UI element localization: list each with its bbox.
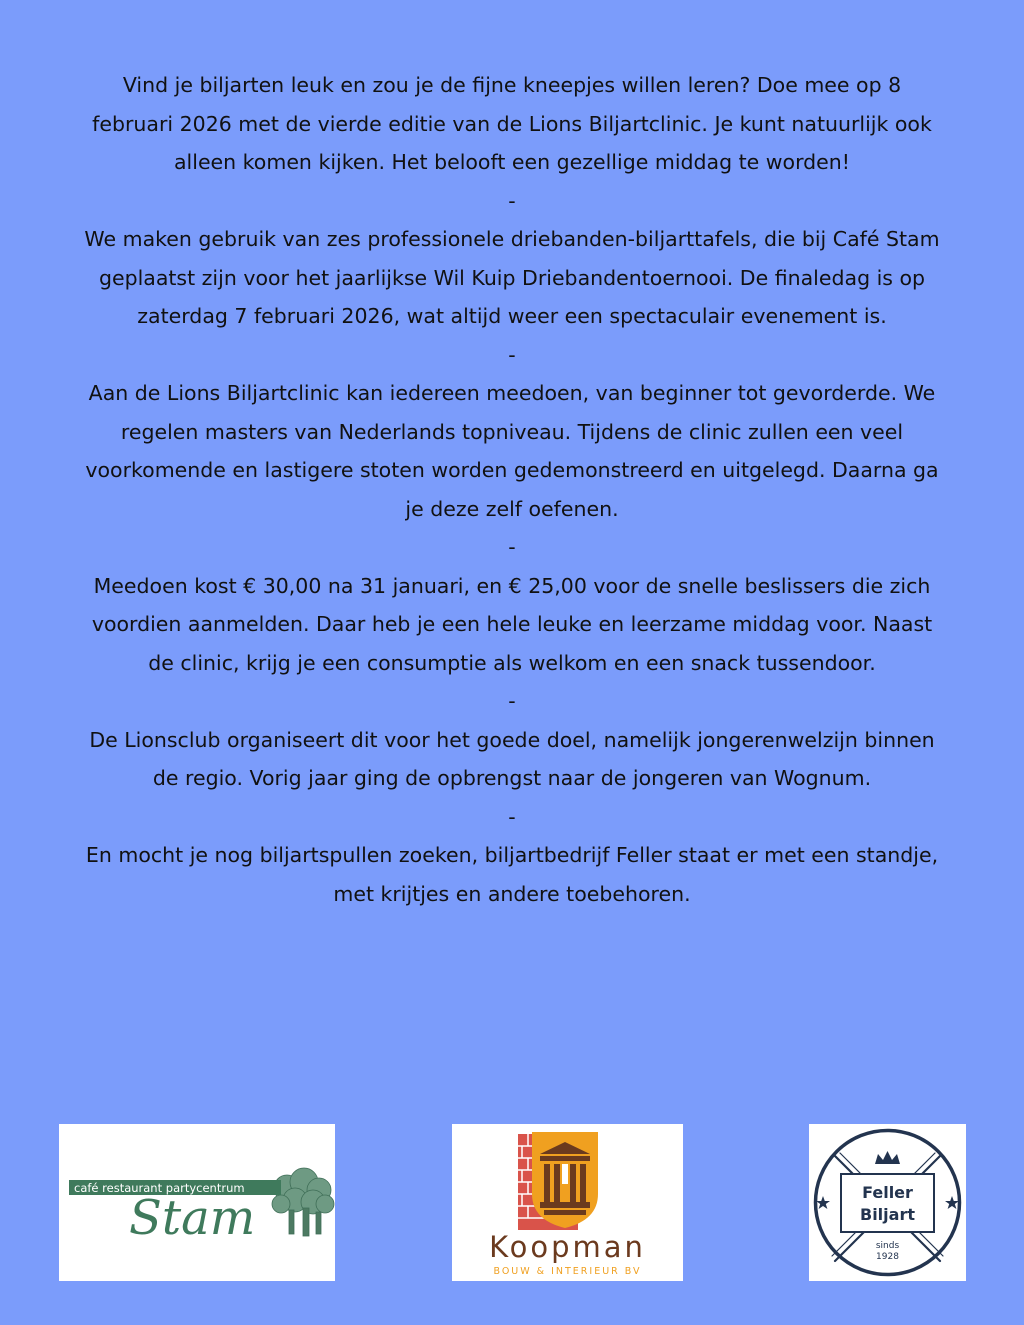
paragraph-intro: Vind je biljarten leuk en zou je de fijne kneepjes willen leren? Doe mee op 8 februari 2026 met de vierde editie van de Lions Biljartclinic. Je kunt natuurlijk ook alleen komen kijken. Het belooft een gezellige middag te worden! bbox=[92, 73, 932, 174]
paragraph-charity: De Lionsclub organiseert dit voor het goede doel, namelijk jongerenwelzijn binnen de regio. Vorig jaar ging de opbrengst naar de jongeren van Wognum. bbox=[89, 727, 935, 790]
stam-logo bbox=[59, 1124, 335, 1281]
feller-biljart-logo bbox=[809, 1124, 966, 1281]
paragraph-clinic: Aan de Lions Biljartclinic kan iedereen meedoen, van beginner tot gevorderde. We regelen masters van Nederlands topniveau. Tijdens de clinic zullen een veel voorkomende en lastigere stoten worden gedemonstreerd en uitgelegd. Daarna ga je deze zelf oefenen. bbox=[85, 381, 939, 521]
separator: - bbox=[508, 342, 516, 367]
koopman-logo bbox=[452, 1124, 683, 1281]
separator: - bbox=[508, 535, 516, 559]
feller-name-line2: Biljart bbox=[860, 1205, 915, 1224]
stam-logo-graphic bbox=[59, 1124, 335, 1281]
stam-tagline: café restaurant partycentrum bbox=[74, 1181, 245, 1195]
separator: - bbox=[508, 689, 516, 713]
koopman-logo-graphic bbox=[452, 1124, 683, 1281]
feller-name-line1: Feller bbox=[862, 1183, 913, 1202]
separator: - bbox=[508, 188, 516, 213]
announcement-text bbox=[80, 66, 944, 913]
stam-name: Stam bbox=[129, 1190, 256, 1246]
paragraph-feller: En mocht je nog biljartspullen zoeken, biljartbedrijf Feller staat er met een standje, met krijtjes en andere toebehoren. bbox=[85, 843, 939, 906]
feller-since-label: sinds bbox=[875, 1241, 900, 1251]
separator: - bbox=[508, 804, 516, 829]
koopman-subtitle: BOUW & INTERIEUR BV bbox=[493, 1266, 642, 1277]
feller-logo-graphic bbox=[809, 1124, 966, 1281]
building-shield-icon bbox=[532, 1132, 598, 1228]
paragraph-tables: We maken gebruik van zes professionele driebanden-biljarttafels, die bij Café Stam geplaatst zijn voor het jaarlijkse Wil Kuip Driebandentoernooi. De finaledag is op zaterdag 7 februari 2026, wat altijd weer een spectaculair evenement is. bbox=[84, 227, 940, 328]
paragraph-costs: Meedoen kost € 30,00 na 31 januari, en € 25,00 voor de snelle beslissers die zich voordien aanmelden. Daar heb je een hele leuke en leerzame middag voor. Naast de clinic, krijg je een consumptie als welkom en een snack tussendoor. bbox=[91, 573, 933, 675]
tree-icon bbox=[272, 1168, 334, 1236]
koopman-name: Koopman bbox=[489, 1230, 646, 1264]
feller-since-year: 1928 bbox=[876, 1252, 899, 1262]
